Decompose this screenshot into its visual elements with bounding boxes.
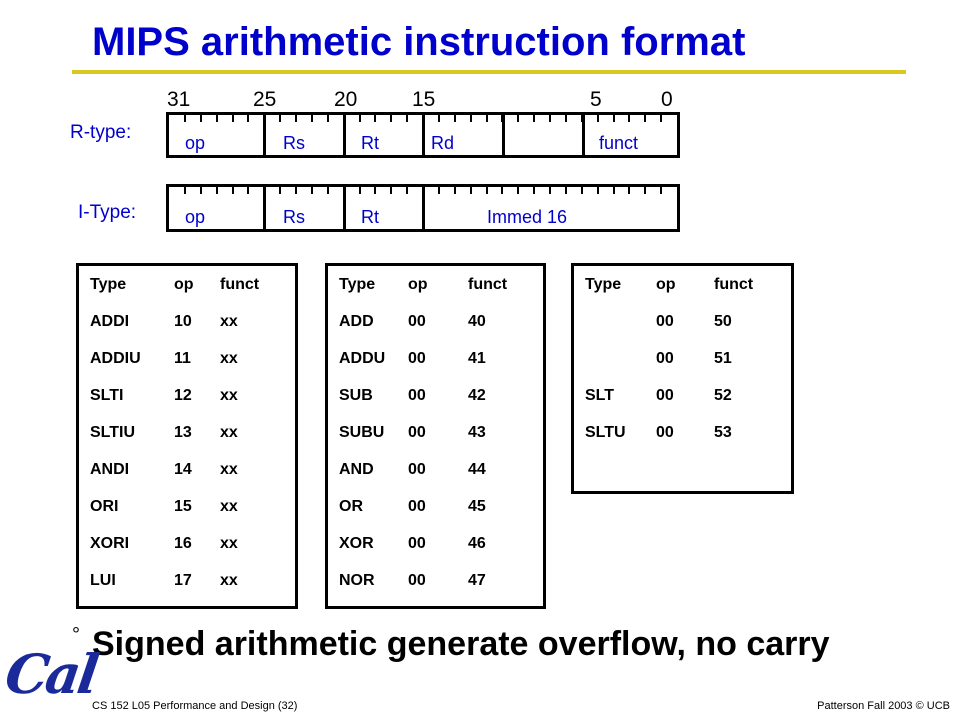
table-cell-op: 17 xyxy=(174,572,192,589)
table-header-funct: funct xyxy=(468,276,508,293)
bit-tick xyxy=(311,187,313,194)
bit-tick xyxy=(343,115,345,122)
i-field-rs: Rs xyxy=(283,207,305,227)
table-cell-funct: 41 xyxy=(468,350,486,367)
table-cell-op: 13 xyxy=(174,424,192,441)
bit-tick xyxy=(422,115,424,122)
bit-tick xyxy=(247,115,249,122)
cal-logo: Cal xyxy=(1,642,100,706)
bit-tick xyxy=(359,115,361,122)
bit-tick xyxy=(263,187,265,194)
bit-tick xyxy=(247,187,249,194)
bit-tick xyxy=(454,187,456,194)
table-cell-type: AND xyxy=(339,461,374,478)
r-field-rd: Rd xyxy=(431,133,455,153)
table-cell-type: OR xyxy=(339,498,363,515)
r-type-format-box xyxy=(166,112,680,158)
table-cell-type: NOR xyxy=(339,572,375,589)
table-cell-funct: 40 xyxy=(468,313,486,330)
table-cell-op: 14 xyxy=(174,461,192,478)
bit-tick xyxy=(216,115,218,122)
r-field-funct: funct xyxy=(599,133,639,153)
i-field-rt: Rt xyxy=(361,207,379,227)
table-header-funct: funct xyxy=(220,276,260,293)
table-cell-type: ORI xyxy=(90,498,119,515)
table-cell-type: SLTI xyxy=(90,387,124,404)
r-field-op: op xyxy=(185,133,206,153)
bit-tick xyxy=(486,187,488,194)
bit-tick xyxy=(533,115,535,122)
bit-tick xyxy=(628,115,630,122)
bit-tick xyxy=(390,187,392,194)
bit-number-0: 0 xyxy=(661,88,673,111)
bit-tick xyxy=(549,115,551,122)
bit-tick xyxy=(597,187,599,194)
r-format-compare-table xyxy=(571,263,794,494)
table-cell-type: XOR xyxy=(339,535,374,552)
table-header-op: op xyxy=(408,276,428,293)
bit-tick xyxy=(184,187,186,194)
i-type-format-box xyxy=(166,184,680,232)
table-cell-type: SLTIU xyxy=(90,424,136,441)
table-cell-op: 00 xyxy=(408,498,426,515)
table-cell-op: 00 xyxy=(408,424,426,441)
table-cell-type: SUBU xyxy=(339,424,385,441)
table-cell-funct: 51 xyxy=(714,350,732,367)
bit-tick xyxy=(644,187,646,194)
table-cell-funct: xx xyxy=(220,350,238,367)
bit-tick xyxy=(565,115,567,122)
title-underline xyxy=(72,70,906,74)
bit-tick xyxy=(374,115,376,122)
bit-tick xyxy=(486,115,488,122)
table-cell-funct: 44 xyxy=(468,461,486,478)
table-cell-type: LUI xyxy=(90,572,116,589)
r-field-rt: Rt xyxy=(361,133,379,153)
table-cell-type: ADDIU xyxy=(90,350,141,367)
i-field-op: op xyxy=(185,207,206,227)
table-cell-op: 00 xyxy=(656,387,674,404)
table-cell-funct: xx xyxy=(220,424,238,441)
bit-tick xyxy=(327,187,329,194)
i-format-opcode-table xyxy=(76,263,298,609)
i-field-immed: Immed 16 xyxy=(487,207,568,227)
table-cell-funct: 45 xyxy=(468,498,486,515)
bit-tick xyxy=(501,115,503,122)
bit-tick xyxy=(295,115,297,122)
i-type-label: I-Type: xyxy=(78,202,137,223)
table-cell-type: SUB xyxy=(339,387,373,404)
table-cell-funct: 42 xyxy=(468,387,486,404)
table-cell-type: SLTU xyxy=(585,424,626,441)
bit-tick xyxy=(232,115,234,122)
table-header-type: Type xyxy=(585,276,622,293)
table-header-op: op xyxy=(174,276,194,293)
table-cell-funct: xx xyxy=(220,387,238,404)
table-cell-op: 00 xyxy=(408,313,426,330)
r-field-rs: Rs xyxy=(283,133,305,153)
bit-tick xyxy=(200,115,202,122)
table-cell-type: SLT xyxy=(585,387,615,404)
bit-number-31: 31 xyxy=(167,88,191,111)
table-cell-op: 12 xyxy=(174,387,192,404)
slide-title: MIPS arithmetic instruction format xyxy=(92,20,746,64)
bit-tick xyxy=(454,115,456,122)
bit-tick xyxy=(549,187,551,194)
bit-tick xyxy=(470,115,472,122)
bit-tick xyxy=(470,187,472,194)
bit-tick xyxy=(374,187,376,194)
table-cell-op: 00 xyxy=(408,535,426,552)
table-cell-funct: xx xyxy=(220,535,238,552)
table-cell-funct: xx xyxy=(220,498,238,515)
r-type-label: R-type: xyxy=(70,122,132,143)
bit-number-25: 25 xyxy=(253,88,277,111)
table-cell-type: ANDI xyxy=(90,461,130,478)
bit-tick xyxy=(390,115,392,122)
bit-tick xyxy=(279,115,281,122)
table-cell-op: 15 xyxy=(174,498,192,515)
bit-tick xyxy=(263,115,265,122)
bit-number-15: 15 xyxy=(412,88,436,111)
bit-tick xyxy=(644,115,646,122)
bit-number-5: 5 xyxy=(590,88,602,111)
bit-tick xyxy=(660,115,662,122)
bit-tick xyxy=(581,115,583,122)
table-cell-op: 00 xyxy=(408,572,426,589)
bit-tick xyxy=(597,115,599,122)
bit-tick xyxy=(613,115,615,122)
bit-tick xyxy=(200,187,202,194)
footer-course-info: CS 152 L05 Performance and Design (32) xyxy=(92,700,298,712)
table-cell-op: 00 xyxy=(408,350,426,367)
bit-tick xyxy=(311,115,313,122)
bit-number-20: 20 xyxy=(334,88,358,111)
table-cell-funct: xx xyxy=(220,461,238,478)
bit-tick xyxy=(184,115,186,122)
table-cell-funct: 43 xyxy=(468,424,486,441)
bit-tick xyxy=(232,187,234,194)
bit-tick xyxy=(628,187,630,194)
bit-tick xyxy=(438,115,440,122)
table-cell-op: 00 xyxy=(408,461,426,478)
footer-copyright: Patterson Fall 2003 © UCB xyxy=(817,700,950,712)
bit-tick xyxy=(581,187,583,194)
table-cell-op: 00 xyxy=(408,387,426,404)
table-header-funct: funct xyxy=(714,276,754,293)
table-cell-op: 00 xyxy=(656,424,674,441)
table-cell-type: ADDI xyxy=(90,313,130,330)
r-format-funct-table xyxy=(325,263,546,609)
table-cell-funct: 50 xyxy=(714,313,732,330)
table-cell-funct: 46 xyxy=(468,535,486,552)
table-header-type: Type xyxy=(90,276,127,293)
table-cell-funct: xx xyxy=(220,313,238,330)
bullet-text: Signed arithmetic generate overflow, no carry xyxy=(92,625,830,663)
bit-tick xyxy=(295,187,297,194)
bit-tick xyxy=(501,187,503,194)
bit-tick xyxy=(438,187,440,194)
table-header-op: op xyxy=(656,276,676,293)
bit-tick xyxy=(343,187,345,194)
table-cell-op: 00 xyxy=(656,313,674,330)
table-cell-op: 10 xyxy=(174,313,192,330)
table-cell-type: ADDU xyxy=(339,350,386,367)
bit-tick xyxy=(406,187,408,194)
bit-tick xyxy=(359,187,361,194)
bit-tick xyxy=(406,115,408,122)
bit-tick xyxy=(327,115,329,122)
bit-tick xyxy=(565,187,567,194)
table-cell-op: 11 xyxy=(174,350,191,367)
bit-tick xyxy=(422,187,424,194)
table-cell-funct: xx xyxy=(220,572,238,589)
bit-tick xyxy=(517,115,519,122)
bit-tick xyxy=(216,187,218,194)
table-cell-funct: 53 xyxy=(714,424,732,441)
bit-tick xyxy=(517,187,519,194)
table-cell-funct: 52 xyxy=(714,387,732,404)
bit-tick xyxy=(533,187,535,194)
table-cell-funct: 47 xyxy=(468,572,486,589)
bullet-marker: ° xyxy=(72,624,80,646)
table-cell-type: XORI xyxy=(90,535,130,552)
table-header-type: Type xyxy=(339,276,376,293)
bit-tick xyxy=(660,187,662,194)
table-cell-op: 00 xyxy=(656,350,674,367)
table-cell-type: ADD xyxy=(339,313,374,330)
bit-tick xyxy=(613,187,615,194)
bit-tick xyxy=(279,187,281,194)
table-cell-op: 16 xyxy=(174,535,192,552)
